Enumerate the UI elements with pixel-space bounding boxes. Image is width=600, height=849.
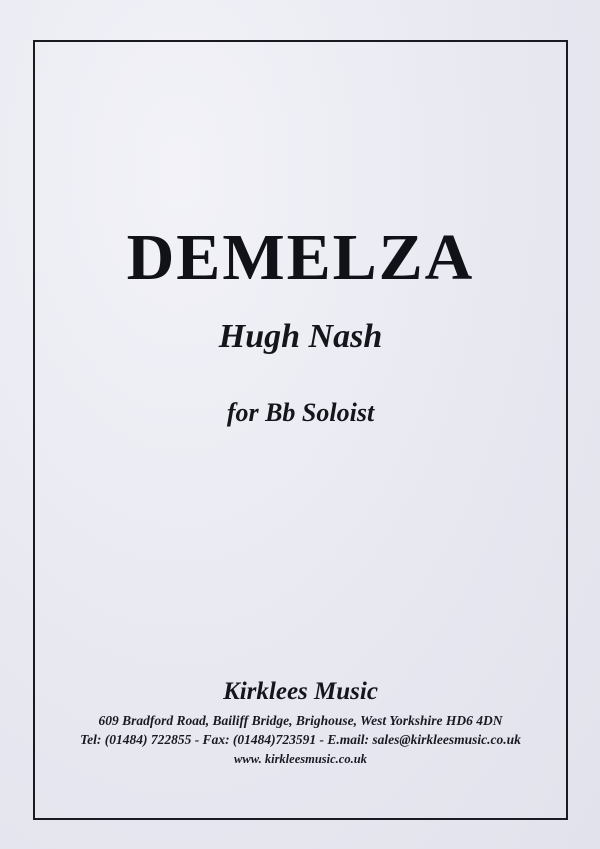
- publisher-name: Kirklees Music: [223, 678, 378, 705]
- publisher-contact: Tel: (01484) 722855 - Fax: (01484)723591 - E.mail: sales@kirkleesmusic.co.uk: [80, 732, 521, 747]
- instrumentation-label: for Bb Soloist: [226, 398, 375, 427]
- cover-content: [33, 40, 568, 820]
- publisher-address: 609 Bradford Road, Bailiff Bridge, Brighouse, West Yorkshire HD6 4DN: [98, 713, 503, 728]
- page-title: DEMELZA: [126, 221, 475, 294]
- publisher-website: www. kirkleesmusic.co.uk: [234, 752, 367, 766]
- composer-name: Hugh Nash: [218, 318, 383, 355]
